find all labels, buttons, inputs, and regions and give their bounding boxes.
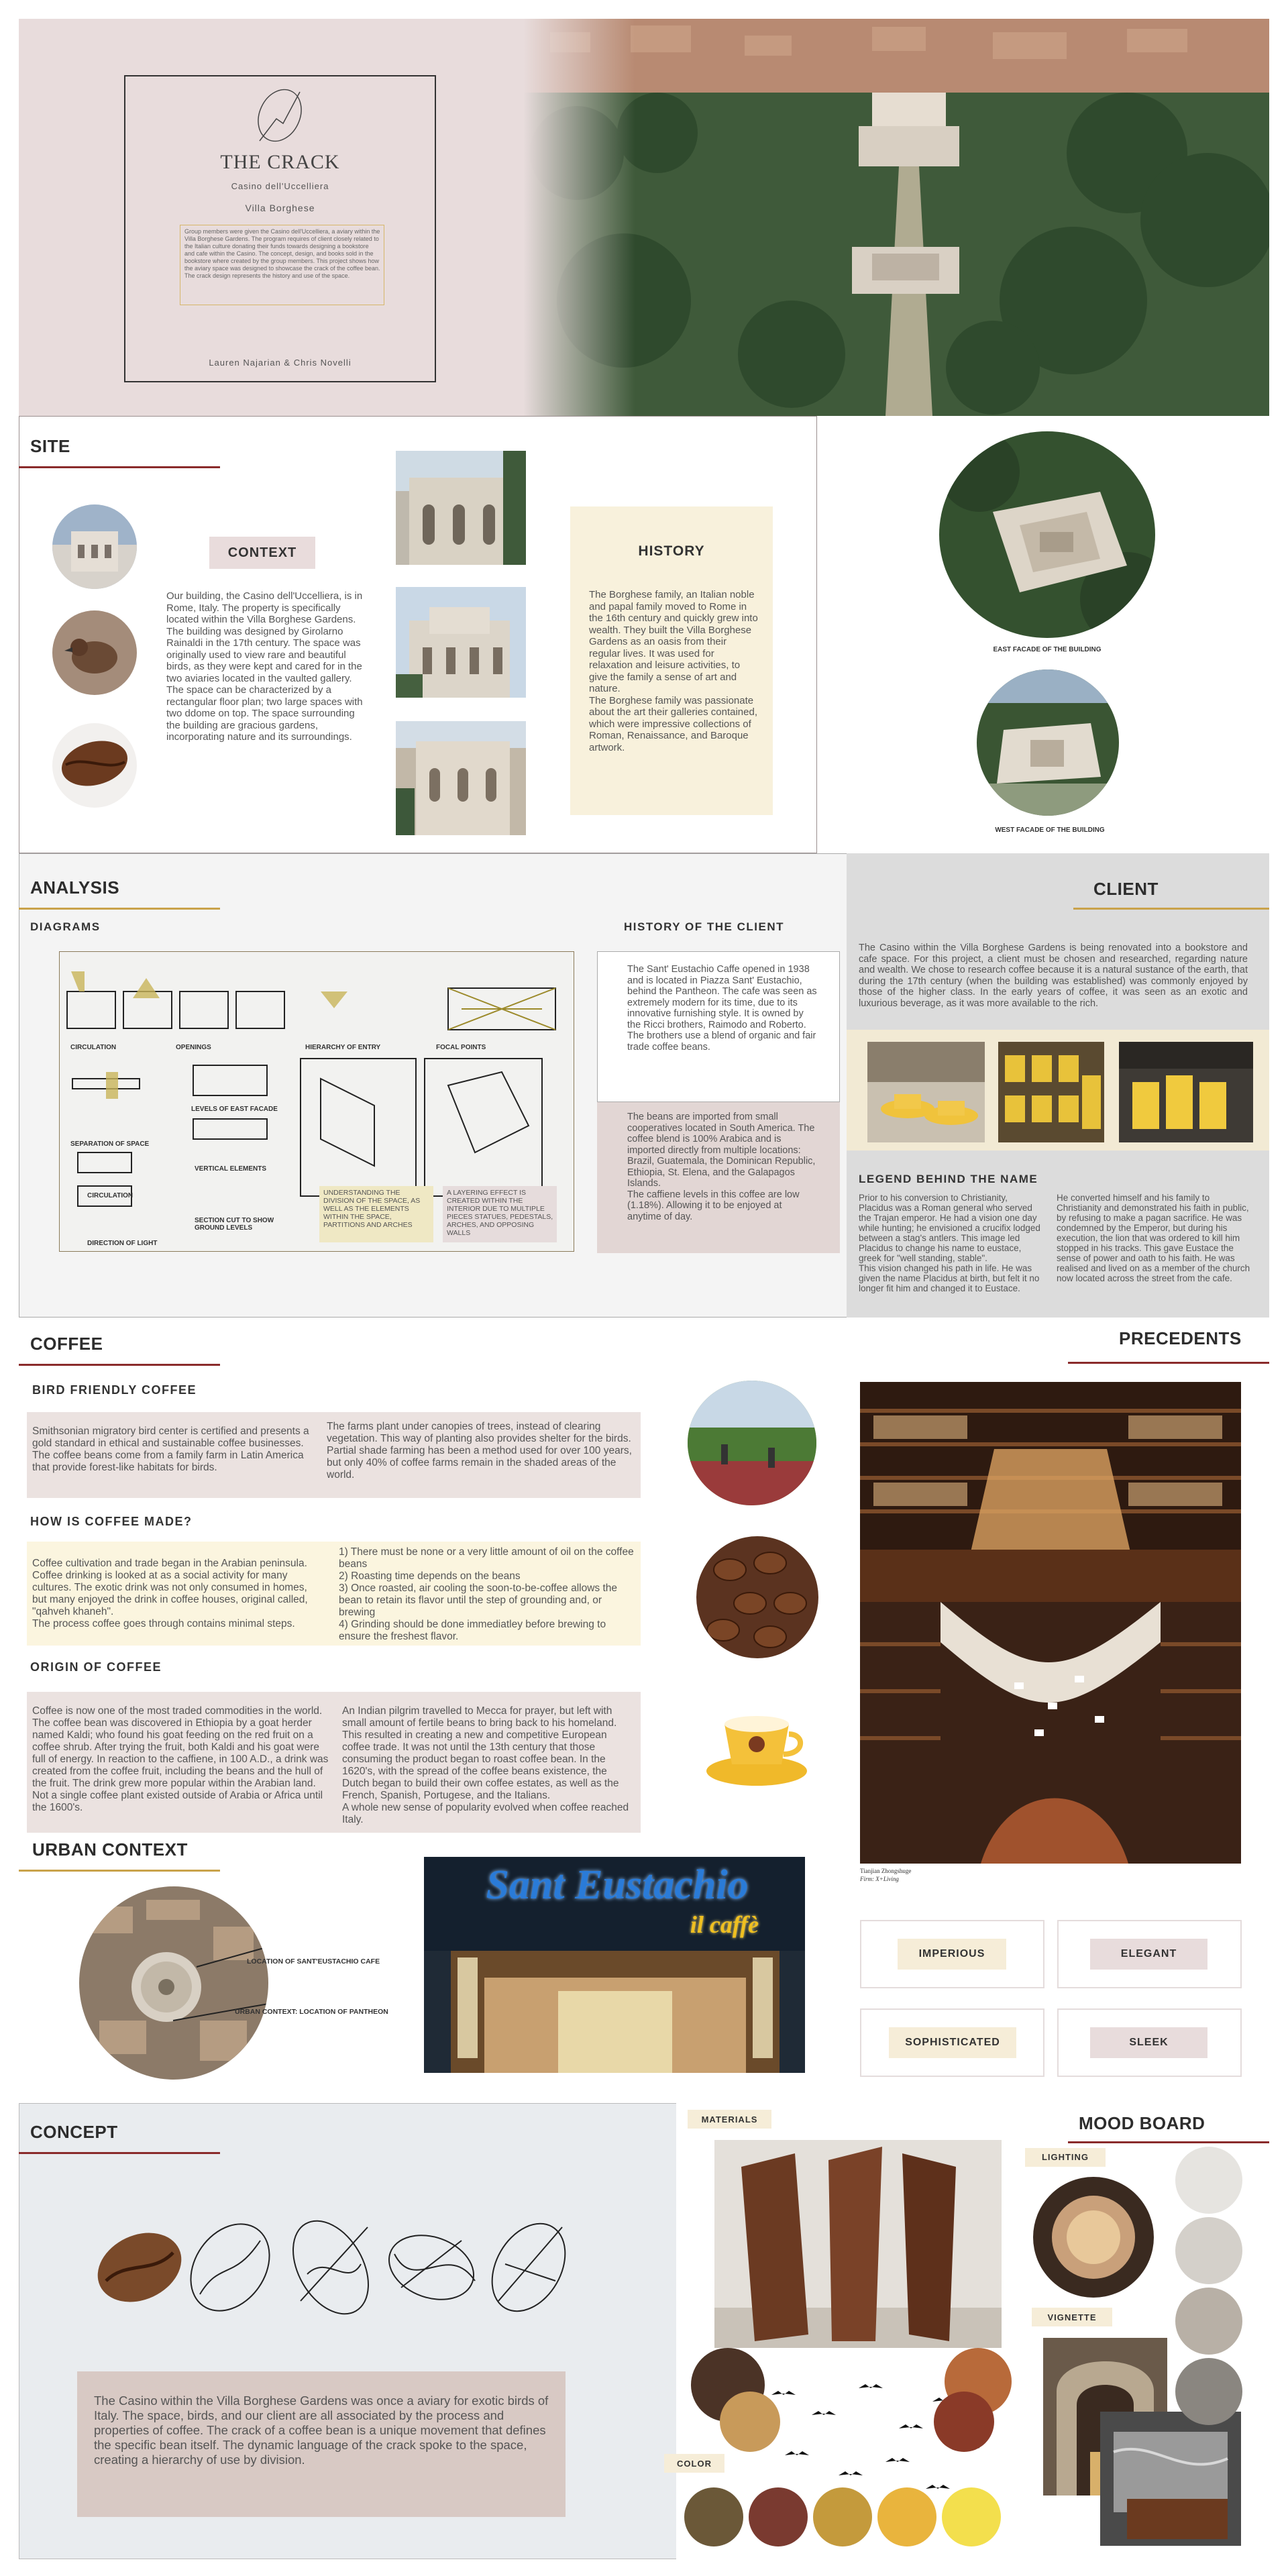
- west-facade-photo: [977, 669, 1119, 816]
- origin-text-2: An Indian pilgrim travelled to Mecca for prayer, but left with small amount of fertile beans to bring back to his homeland. This resulted in creating a new and competitive European coffee trade. It was not until the 13th century that those consuming the product began to roast coffee bean. In the 1620's, with the spread of the coffee beans existence, the Dutch began to build their own coffee estates, as well as the French, Spanish, Portugese, and the Italians. A whole new sense of popularity evolved when coffee reached Italy.: [342, 1705, 629, 1825]
- diagram-label-openings: OPENINGS: [176, 1044, 211, 1051]
- coffee-heading-rule: [19, 1364, 220, 1366]
- site-heading-rule: [19, 466, 220, 468]
- espresso-cup-photo: [698, 1697, 815, 1791]
- precedents-heading: PRECEDENTS: [1119, 1328, 1242, 1348]
- bird-friendly-label: BIRD FRIENDLY COFFEE: [32, 1383, 197, 1397]
- diagram-label-hierarchy: HIERARCHY OF ENTRY: [305, 1044, 381, 1051]
- history-label: HISTORY: [638, 543, 705, 559]
- urban-heading-rule: [19, 1870, 220, 1872]
- color-swatch: [813, 2487, 872, 2546]
- diagram-label-separation: SEPARATION OF SPACE: [70, 1140, 150, 1148]
- how-label: HOW IS COFFEE MADE?: [30, 1515, 193, 1528]
- diagram-label-focal: FOCAL POINTS: [436, 1044, 486, 1051]
- lighting-pendant-photo: [1033, 2177, 1154, 2298]
- concept-sequence: [86, 2200, 596, 2328]
- diagram-note-2: A LAYERING EFFECT IS CREATED WITHIN THE INTERIOR DUE TO MULTIPLE PIECES STATUES, PEDESTALS, ARCHES, AND OPPOSING WALLS: [447, 1189, 553, 1237]
- material-swatch-brass: [720, 2392, 780, 2452]
- color-swatch: [942, 2487, 1001, 2546]
- diagram-label-light: DIRECTION OF LIGHT: [87, 1240, 158, 1247]
- diagram-label-levels: LEVELS OF EAST FACADE: [191, 1106, 278, 1113]
- legend-text-1: Prior to his conversion to Christianity, Placidus was a Roman general who served the Trajan emperor. He had a vision one day while hunting; he envisioned a crucifix lodged between a stag's antlers. This image led Placidus to change his name to eustace, greek for "well standing, stable". This vision changed his path in life. He was given the name Placidus at birth, but felt it no longer fit him and changed it to Eustace.: [859, 1193, 1040, 1293]
- materials-label: MATERIALS: [701, 2114, 758, 2125]
- cover-location: Villa Borghese: [245, 203, 315, 213]
- cafe-sign-subtext: il caffè: [690, 1911, 759, 1938]
- client-photo-bags: [1119, 1042, 1253, 1142]
- concept-heading-rule: [19, 2152, 220, 2154]
- cafe-sign-text: Sant Eustachio: [486, 1862, 749, 1908]
- mood-circle-2: [1175, 2217, 1242, 2284]
- east-facade-caption: EAST FACADE OF THE BUILDING: [993, 646, 1102, 653]
- origin-text-1: Coffee is now one of the most traded commodities in the world. The coffee bean was discovered in Ethiopia by a goat herder named Kaldi; who found his goat feeding on the red fruit on a coffee shrub. After trying the fruit, both Kaldi and his goat were full of energy. In reaction to the caffiene, in 100 A.D., a drink was created from the coffee fruit, including the beans and the hull of the fruit. The drink grew more popular within the Arabian land. Not a single coffee plant existed outside of Arabia or Africa until the 1600's.: [32, 1705, 329, 1813]
- context-thumb-building: [52, 504, 137, 589]
- diagram-label-vertical: VERTICAL ELEMENTS: [195, 1165, 267, 1173]
- precedent-caption-1: Tianjian Zhongshuge: [860, 1868, 912, 1874]
- mood-circle-1: [1175, 2147, 1242, 2214]
- marble-table-photo: [1100, 2412, 1241, 2546]
- cover-intro: Group members were given the Casino dell'Uccelliera, a aviary within the Villa Borghese Gardens. The program requires of client closely related to the Italian culture donating their funds towards designing a bookstore and cafe within the Casino. The concept, design, and books sold in the bookstore where created by the group members. This project shows how the aviary space was designed to showcase the crack of the coffee bean. The crack design represents the history and use of the space.: [184, 228, 380, 279]
- concept-text: The Casino within the Villa Borghese Gardens was once a aviary for exotic birds of Italy. The space, birds, and our client are all associated by the process and properties of coffee. The crack of a coffee bean is a unique movement that defines the specific bean itself. The dynamic language of the crack spoke to the space, creating a hierarchy of use by division.: [94, 2394, 549, 2467]
- crack-logo-icon: [250, 82, 310, 149]
- analysis-heading-rule: [19, 908, 220, 910]
- coffee-heading: COFFEE: [30, 1334, 103, 1354]
- client-photo-cups: [867, 1042, 985, 1142]
- how-text-1: Coffee cultivation and trade began in the Arabian peninsula. Coffee drinking is looked at as a social activity for many cultures. The exotic drink was not only consumed in homes, but many enjoyed the drink in coffee houses, original called, "qahveh khaneh". The process coffee goes through contains minimal steps.: [32, 1558, 308, 1629]
- color-swatch: [877, 2487, 936, 2546]
- client-heading-rule: [1073, 908, 1269, 910]
- analysis-heading: ANALYSIS: [30, 877, 120, 898]
- word-elegant: ELEGANT: [1090, 1939, 1208, 1970]
- mood-heading-rule: [1068, 2141, 1269, 2143]
- bird-friendly-text-2: The farms plant under canopies of trees, instead of clearing vegetation. This way of planting also provides shelter for the birds. Partial shade farming has been a method used for over 100 years, but only 40% of coffee farms remain in the shaded areas of the world.: [327, 1421, 632, 1481]
- client-history-label: HISTORY OF THE CLIENT: [624, 920, 784, 933]
- site-heading: SITE: [30, 436, 70, 456]
- bookstore-photo-2: [860, 1602, 1241, 1864]
- coffee-beans-photo: [696, 1536, 818, 1658]
- client-text: The Casino within the Villa Borghese Gardens is being renovated into a bookstore and cafe space. For this project, a client must be chosen and researched, regarding nature and wealth. We chose to research coffee because it is a natural sustance of the earth, that during the 17th century (when the building was established) was commonly enjoyed by those of the higher class. In the early years of coffee, it was seen as an exotic and luxurious beverage, as it was more available to the rich.: [859, 943, 1248, 1009]
- lighting-label: LIGHTING: [1041, 2152, 1089, 2162]
- mood-circle-4: [1175, 2358, 1242, 2425]
- precedents-heading-rule: [1068, 1362, 1269, 1364]
- diagram-label-section: SECTION CUT TO SHOW GROUND LEVELS: [195, 1217, 274, 1232]
- mood-circle-3: [1175, 2288, 1242, 2355]
- villa-aerial-photo: [523, 19, 1269, 416]
- diagrams-label: DIAGRAMS: [30, 920, 101, 933]
- bookstore-photo-1: [860, 1382, 1241, 1602]
- concept-heading: CONCEPT: [30, 2122, 118, 2142]
- legend-label: LEGEND BEHIND THE NAME: [859, 1173, 1038, 1185]
- west-facade-caption: WEST FACADE OF THE BUILDING: [995, 826, 1105, 834]
- materials-sculpture-photo: [714, 2140, 1002, 2348]
- color-label: COLOR: [677, 2459, 712, 2469]
- color-swatch: [749, 2487, 808, 2546]
- context-thumb-bird: [52, 610, 137, 695]
- diagram-note-1: UNDERSTANDING THE DIVISION OF THE SPACE, AS WELL AS THE ELEMENTS WITHIN THE SPACE, PARTITIONS AND ARCHES: [323, 1189, 421, 1229]
- color-palette: [684, 2482, 1020, 2549]
- vignette-label: VIGNETTE: [1047, 2312, 1097, 2322]
- diagram-label-circulation-2: CIRCULATION: [87, 1192, 133, 1199]
- client-history-2: The beans are imported from small cooperatives located in South America. The coffee blend is 100% Arabica and is imported directly from multiple locations: Brazil, Guatemala, the Dominican Republic, Ethiopia, St. Elena, and the Galapagos Islands. The caffiene levels in this coffee are low (1.18%). Allowing it to be enjoyed at anytime of day.: [627, 1112, 816, 1222]
- word-sophisticated: SOPHISTICATED: [889, 2027, 1016, 2058]
- east-facade-photo: [939, 431, 1155, 638]
- diagram-label-circulation: CIRCULATION: [70, 1044, 117, 1051]
- how-text-2: 1) There must be none or a very little amount of oil on the coffee beans 2) Roasting time depends on the beans 3) Once roasted, air cooling the soon-to-be-coffee allows the bean to retain its flavor until the step of grounding and, or brewing 4) Grinding should be done immediatley before brewing to ensure the freshest flavor.: [339, 1546, 634, 1642]
- context-text: Our building, the Casino dell'Uccelliera, is in Rome, Italy. The property is specifically located within the Villa Borghese Gardens. The building was designed by Girolarno Rainaldi in the 17th century. The space was originally used to view rare and beautiful birds, as they were kept and cared for in the two aviaries located in the vaulted gallery. The space can be characterized by a rectangular floor plan; two large spaces with two ddome on top. The space surrounding the building are gracious gardens, incorporating nature and its surroundings.: [166, 590, 363, 743]
- urban-label-cafe: LOCATION OF SANT'EUSTACHIO CAFE: [247, 1957, 380, 1966]
- word-imperious: IMPERIOUS: [898, 1939, 1006, 1970]
- client-photo-shop: [998, 1042, 1104, 1142]
- urban-map-photo: [79, 1886, 268, 2080]
- urban-heading: URBAN CONTEXT: [32, 1839, 188, 1860]
- cover-authors: Lauren Najarian & Chris Novelli: [209, 358, 352, 368]
- context-thumb-bean: [52, 723, 137, 808]
- client-heading: CLIENT: [1093, 879, 1159, 899]
- client-history-1: The Sant' Eustachio Caffe opened in 1938 and is located in Piazza Sant' Eustachio, behind the Pantheon. The cafe was seen as extremely modern for its time, due to its innovative furnishing style. It is owned by the Ricci brothers, Raimodo and Roberto. The brothers use a blend of organic and fair trade coffee beans.: [627, 964, 817, 1053]
- legend-text-2: He converted himself and his family to Christianity and demonstrated his faith in public, by refusing to make a pagan sacrifice. He was condemned by the Emperor, but during his execution, the lion that was ordered to kill him stopped in his tracks. This gave Eustace the sense of power and oath to his faith. He was realised and lived on as a member of the church now located across the street from the cafe.: [1057, 1193, 1250, 1283]
- coffee-farm-photo: [688, 1381, 816, 1505]
- history-text: The Borghese family, an Italian noble and papal family moved to Rome in the 16th century and quickly grew into wealth. They built the Villa Borghese Gardens as an oasis from their regular lives. It was used for relaxation and leisure activities, to give the family a sense of art and nature. The Borghese family was passionate about the art their galleries contained, which were impressive collections of Roman, Renaissance, and Baroque artwork.: [589, 589, 758, 753]
- word-sleek: SLEEK: [1090, 2027, 1208, 2058]
- precedent-caption-2: Firm: X+Living: [860, 1876, 899, 1882]
- color-swatch: [684, 2487, 743, 2546]
- origin-label: ORIGIN OF COFFEE: [30, 1660, 162, 1674]
- site-photo-1: [396, 451, 526, 565]
- cover-subtitle: Casino dell'Uccelliera: [231, 181, 329, 191]
- site-photo-2: [396, 587, 526, 698]
- cover-title: THE CRACK: [220, 151, 340, 173]
- bird-friendly-text-1: Smithsonian migratory bird center is certified and presents a gold standard in ethical and sustainable coffee businesses. The coffee beans come from a family farm in Latin America that provide forest-like habitats for birds.: [32, 1426, 309, 1473]
- urban-label-pantheon: URBAN CONTEXT: LOCATION OF PANTHEON: [235, 2008, 388, 2016]
- site-photo-3: [396, 721, 526, 835]
- material-swatch-rust: [934, 2392, 994, 2452]
- context-label: CONTEXT: [227, 545, 297, 560]
- mood-heading: MOOD BOARD: [1079, 2113, 1205, 2133]
